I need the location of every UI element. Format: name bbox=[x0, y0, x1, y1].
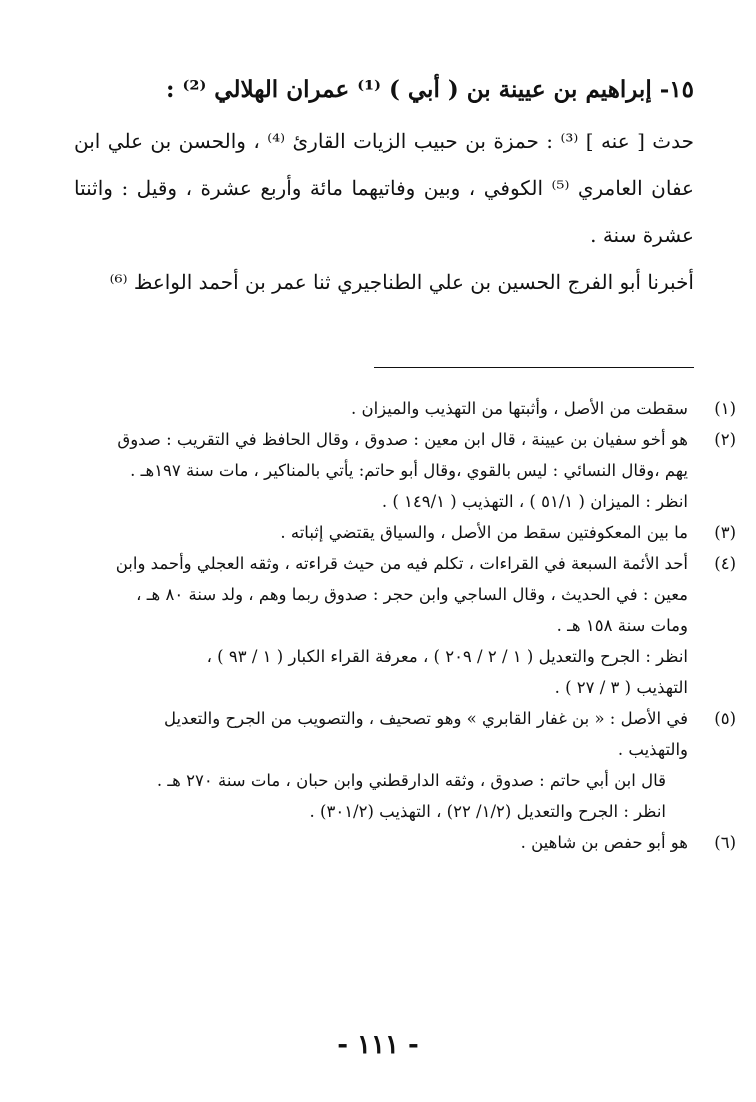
footnote-3 bbox=[30, 517, 740, 548]
footnote-number: (٤) bbox=[714, 554, 736, 573]
footnote-line: انظر : الجرح والتعديل ( ١ / ٢ / ٢٠٩ ) ، معرفة القراء الكبار ( ١ / ٩٣ ) ، bbox=[206, 647, 688, 666]
footnote-line: ما بين المعكوفتين سقط من الأصل ، والسياق يقتضي إثباته . bbox=[280, 523, 688, 542]
footnote-number: (٥) bbox=[714, 709, 736, 728]
footnote-number: (٦) bbox=[714, 833, 736, 852]
page-number: - ١١١ - bbox=[337, 1030, 419, 1060]
footnote-line: هو أخو سفيان بن عيينة ، قال ابن معين : صدوق ، وقال الحافظ في التقريب : صدوق bbox=[117, 430, 688, 449]
footnote-line: أحد الأئمة السبعة في القراءات ، تكلم فيه من حيث قراءته ، وثقه العجلي وأحمد وابن bbox=[115, 554, 688, 573]
footnote-number: (٢) bbox=[714, 430, 736, 449]
footnote-5 bbox=[30, 703, 740, 827]
footnote-2 bbox=[30, 424, 740, 517]
footnote-number: (٣) bbox=[714, 523, 736, 542]
footnote-line: قال ابن أبي حاتم : صدوق ، وثقه الدارقطني وابن حبان ، مات سنة ٢٧٠ هـ . bbox=[156, 771, 666, 790]
footnote-line: سقطت من الأصل ، وأثبتها من التهذيب والميزان . bbox=[350, 399, 688, 418]
footnote-separator bbox=[374, 367, 694, 368]
footnote-line: هو أبو حفص بن شاهين . bbox=[520, 833, 688, 852]
footnote-6 bbox=[30, 827, 740, 858]
footnote-line: معين : في الحديث ، وقال الساجي وابن حجر : صدوق ربما وهم ، ولد سنة ٨٠ هـ ، bbox=[136, 585, 688, 604]
footnote-line: ومات سنة ١٥٨ هـ . bbox=[556, 616, 688, 635]
main-text bbox=[74, 118, 694, 306]
footnote-number: (١) bbox=[714, 399, 736, 418]
footnote-line: انظر : الميزان ( ٥١/١ ) ، التهذيب ( ١٤٩/١ ) . bbox=[381, 492, 688, 511]
footnote-4 bbox=[30, 548, 740, 703]
footnotes bbox=[30, 393, 740, 858]
footnote-line: والتهذيب . bbox=[617, 740, 688, 759]
entry-heading: ١٥- إبراهيم بن عيينة بن ( أبي ) ⁽¹⁾ عمران الهلالي ⁽²⁾ : bbox=[166, 76, 694, 103]
footnote-line: يهم ،وقال النسائي : ليس بالقوي ،وقال أبو حاتم: يأتي بالمناكير ، مات سنة ١٩٧هـ . bbox=[130, 461, 688, 480]
footnote-line: في الأصل : « بن غفار القابري » وهو تصحيف ، والتصويب من الجرح والتعديل bbox=[163, 709, 688, 728]
body-paragraph: حدث [ عنه ] ⁽³⁾ : حمزة بن حبيب الزيات القارئ ⁽⁴⁾ ، والحسن بن علي ابن عفان العامري ⁽⁵⁾ الكوفي ، وبين وفاتيهما مائة وأربع عشرة ، وقيل : واثنتا عشرة سنة . bbox=[74, 129, 694, 247]
footnote-1 bbox=[30, 393, 740, 424]
footnote-line: انظر : الجرح والتعديل (١/٢/ ٢٢) ، التهذيب (٣٠١/٢) . bbox=[309, 802, 666, 821]
body-paragraph: أخبرنا أبو الفرج الحسين بن علي الطناجيري ثنا عمر بن أحمد الواعظ ⁽⁶⁾ bbox=[109, 270, 694, 294]
footnote-line: التهذيب ( ٣ / ٢٧ ) . bbox=[554, 678, 688, 697]
